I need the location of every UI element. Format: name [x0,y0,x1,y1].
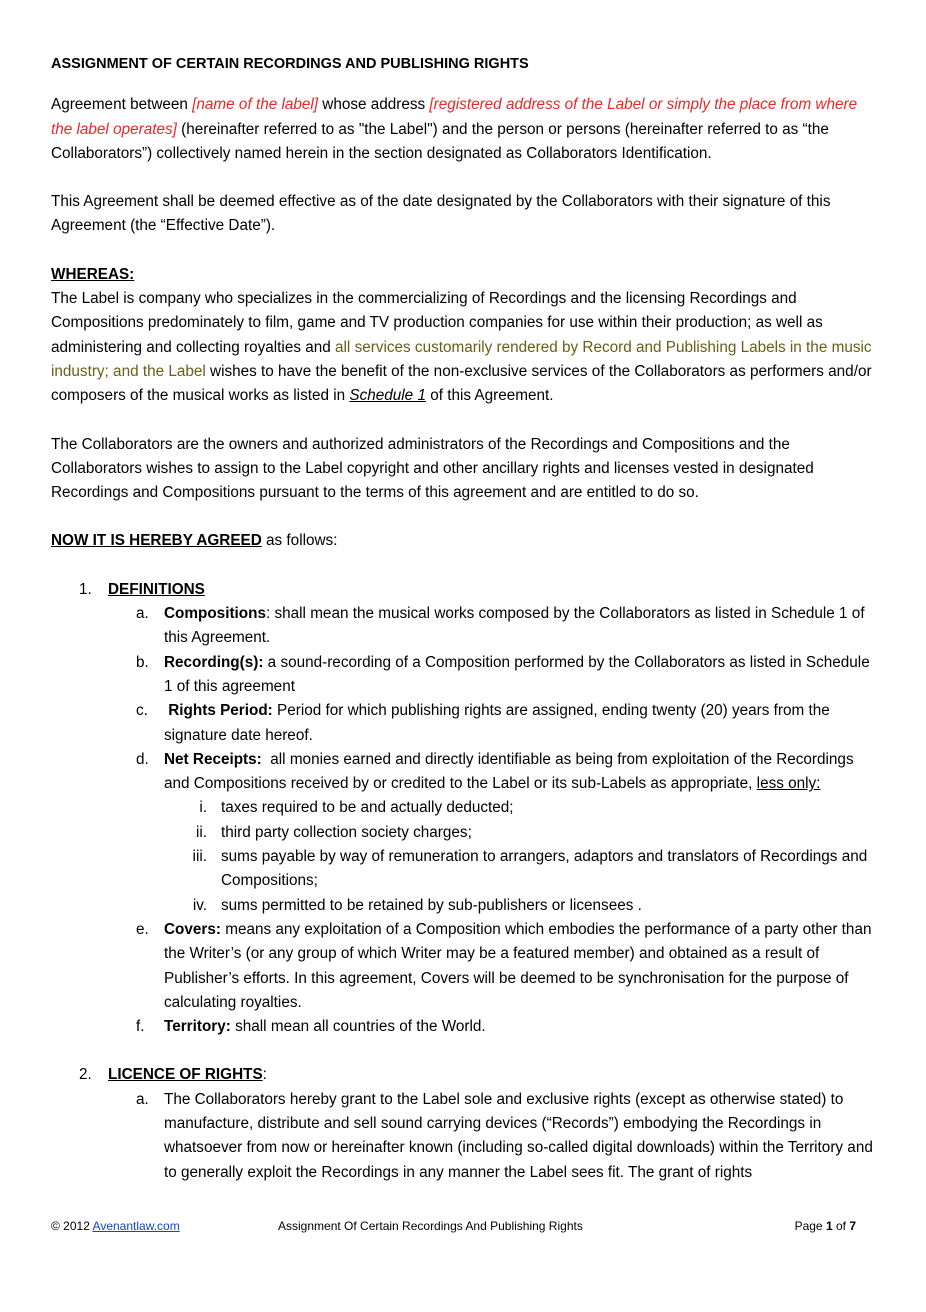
sub-item-marker: iii. [192,848,207,866]
site-link[interactable]: Avenantlaw.com [92,1219,180,1233]
whereas-heading-line [51,263,876,287]
schedule-reference: Schedule 1 [349,387,426,405]
definition-item [108,748,876,797]
item-text [164,651,876,700]
licence-item [108,1088,876,1185]
footer-copyright [51,1219,180,1233]
item-marker: c. [136,702,148,720]
item-text [164,918,876,1015]
copyright-text: © 2012 [51,1219,93,1233]
definition-body: shall mean all countries of the World. [230,1018,486,1036]
sub-item [164,894,876,918]
agreed-suffix: as follows: [261,532,338,550]
agreed-heading: NOW IT IS HEREBY AGREED [51,532,262,550]
item-marker: a. [136,605,149,623]
definition-body: means any exploitation of a Composition which embodies the performance of a party other than the Writer’s (or any group of which Writer may be a featured member) and obtained as a result of Publisher’s efforts. In this agreement, Covers will be deemed to be synchronisation for the purpose of calculating royalties. [164,920,872,1011]
section-heading-suffix: : [262,1066,267,1084]
sub-item-text: sums permitted to be retained by sub-publishers or licensees . [221,896,642,914]
document-title: ASSIGNMENT OF CERTAIN RECORDINGS AND PUBLISHING RIGHTS [51,56,529,72]
definition-term: Compositions [164,605,266,623]
definition-term: Rights Period: [164,702,273,720]
whereas-text: of this Agreement. [425,387,554,405]
item-marker: f. [136,1018,145,1036]
sub-item-marker: ii. [195,823,207,841]
item-marker: a. [136,1090,149,1108]
section-2-heading [51,1063,876,1087]
total-pages: 7 [849,1219,856,1233]
sub-item-text: taxes required to be and actually deducted; [221,799,514,817]
definition-term: Net Receipts: [164,750,262,768]
whereas-heading: WHEREAS: [51,265,135,283]
whereas-highlight-text: all services customarily rendered by Record and Publishing Labels in the music industry; and the Label [51,338,872,380]
definition-item [108,602,876,651]
item-text [164,1015,876,1039]
intro-paragraph-2: This Agreement shall be deemed effective as of the date designated by the Collaborators with their signature of this Agreement (the “Effective Date”). [51,193,831,235]
label-name-placeholder: [name of the label] [192,96,319,114]
page-prefix: Page [794,1219,826,1233]
item-marker: b. [136,653,149,671]
sub-item [164,821,876,845]
sub-item-text: third party collection society charges; [221,823,472,841]
definition-body: : shall mean the musical works composed by the Collaborators as listed in Schedule 1 of this Agreement. [164,605,865,647]
section-heading: DEFINITIONS [108,580,205,598]
agreed-line [51,529,876,553]
page-number [795,1219,856,1233]
definition-term: Recording(s): [164,653,264,671]
item-text [164,1088,876,1185]
definition-item [108,651,876,700]
definition-body: a sound-recording of a Composition performed by the Collaborators as listed in Schedule 1 of this agreement [164,653,870,695]
document-page [51,52,876,1185]
definition-body: Period for which publishing rights are assigned, ending twenty (20) years from the signature date hereof. [164,702,830,744]
whereas-text: The Label is company who specializes in the commercializing of Recordings and the licensing Recordings and Compositions predominately to film, game and TV production companies for use within their production; as well as administering and collecting royalties and [51,290,823,356]
sub-item-marker: iv. [192,896,207,914]
spacer [51,1039,876,1063]
sub-item [164,796,876,820]
label-address-placeholder: [registered address of the Label or simply the place from where the label operates] [51,96,858,138]
definition-item [108,1015,876,1039]
section-number: 2. [79,1066,92,1084]
whereas-text: wishes to have the benefit of the non-exclusive services of the Collaborators as performers and/or composers of the musical works as listed in [51,362,872,405]
definition-underline: less only: [756,775,821,793]
definition-item [108,699,876,748]
definition-term: Territory: [164,1018,231,1036]
item-text [164,699,876,748]
definition-body: all monies earned and directly identifiable as being from exploitation of the Recordings and Compositions received by or credited to the Label or its sub-Labels as appropriate, [164,750,858,793]
item-marker: d. [136,750,149,768]
sub-item-marker: i. [199,799,207,817]
sub-item [164,845,876,894]
intro-text: whose address [318,96,430,114]
intro-text: Agreement between [51,96,193,114]
section-heading: LICENCE OF RIGHTS [108,1066,263,1084]
definition-term: Covers: [164,920,221,938]
item-marker: e. [136,920,149,938]
item-text [164,602,876,651]
whereas-paragraph-2: The Collaborators are the owners and authorized administrators of the Recordings and Compositions and the Collaborators wishes to assign to the Label copyright and other ancillary rights and licenses vested in designated Recordings and Compositions pursuant to the terms of this agreement and are entitled to do so. [51,435,814,502]
intro-paragraph-1 [51,93,876,166]
sub-item-text: sums payable by way of remuneration to arrangers, adaptors and translators of Recordings and Compositions; [221,848,868,890]
section-number: 1. [79,580,92,598]
page-of: of [832,1219,850,1233]
whereas-paragraph-1 [51,287,876,408]
footer-title: Assignment Of Certain Recordings And Publishing Rights [278,1219,583,1233]
licence-body: The Collaborators hereby grant to the Label sole and exclusive rights (except as otherwise stated) to manufacture, distribute and sell sound carrying devices (“Records”) embodying the Recordings in whatsoever from now or hereinafter known (including so-called digital downloads) within the Territory and to generally exploit the Recordings in any manner the Label sees fit. The grant of rights [164,1090,873,1181]
definition-item [108,918,876,1015]
item-text [164,748,876,797]
intro-text: (hereinafter referred to as "the Label") and the person or persons (hereinafter referred to as “the Collaborators”) collectively named herein in the section designated as Collaborators Identification. [51,120,829,162]
section-1-heading [51,578,876,602]
current-page: 1 [825,1219,833,1233]
page-footer [51,1219,856,1239]
